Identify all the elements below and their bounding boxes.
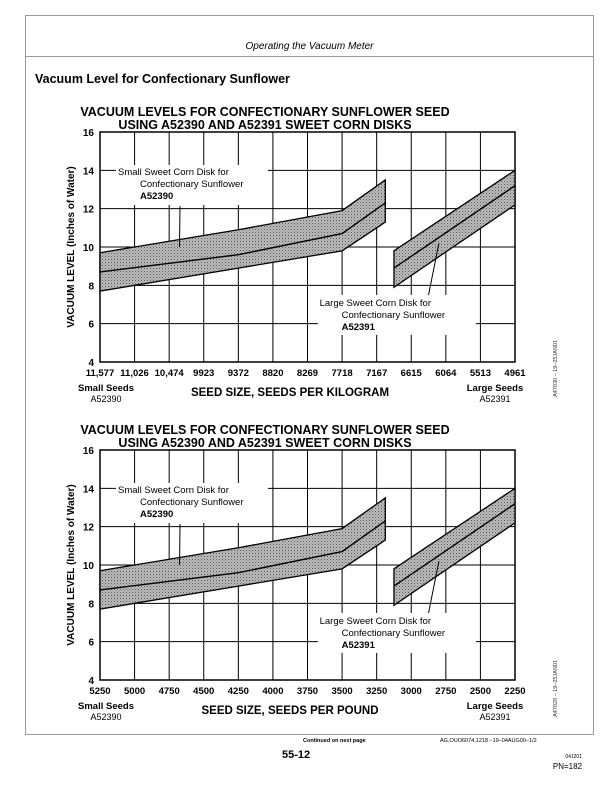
- x-tick-label: 3250: [366, 686, 388, 697]
- x-tick-label: 4500: [193, 686, 215, 697]
- x-axis-title: SEED SIZE, SEEDS PER KILOGRAM: [190, 387, 390, 399]
- x-tick-label: 7167: [366, 368, 388, 379]
- x-tick-label: 3750: [296, 686, 319, 697]
- x-tick-label: 5513: [469, 368, 491, 379]
- chart-svg: [60, 100, 550, 410]
- chart-svg: [60, 418, 550, 728]
- continued-notice: Continued on next page: [303, 738, 366, 744]
- x-tick-label: 5250: [89, 686, 111, 697]
- x-tick-label: 6615: [400, 368, 422, 379]
- x-tick-label: 9372: [227, 368, 249, 379]
- x-tick-label: 11,577: [85, 368, 115, 379]
- x-tick-label: 11,026: [120, 368, 149, 379]
- x-tick-label: 2250: [504, 686, 526, 697]
- x-tick-label: 5000: [124, 686, 146, 697]
- x-tick-label: 9923: [193, 368, 215, 379]
- chart-title: VACUUM LEVELS FOR CONFECTIONARY SUNFLOWER SEED: [80, 105, 450, 119]
- annotation-large-line-2: Confectionary Sunflower: [341, 627, 446, 639]
- annotation-large-line-1: Large Sweet Corn Disk for: [319, 615, 432, 627]
- x-tick-label: 6064: [435, 368, 457, 379]
- small-seeds-label: Small Seeds: [78, 701, 134, 712]
- large-seeds-label: Large Seeds: [466, 701, 524, 712]
- header-title: Operating the Vacuum Meter: [245, 41, 374, 52]
- x-tick-label: 2500: [469, 686, 491, 697]
- series-band-2: [394, 170, 515, 287]
- y-tick-label: 14: [82, 484, 94, 496]
- y-axis-title: VACUUM LEVEL (Inches of Water): [66, 166, 77, 328]
- x-tick-label: 8820: [262, 368, 284, 379]
- y-tick-label: 6: [88, 637, 94, 649]
- document-code: AG,OUO6074,1218 –19–04AUG00–1/2: [440, 738, 537, 744]
- y-tick-label: 12: [82, 204, 94, 216]
- figure-code-2: A47029 – 19–25JAN01: [553, 660, 559, 717]
- chart-pound: [60, 418, 550, 728]
- chart-kilogram: [60, 100, 550, 410]
- annotation-large-line-3: A52391: [341, 321, 375, 333]
- pn-number: PN=182: [552, 762, 582, 771]
- x-tick-label: 3000: [400, 686, 422, 697]
- y-tick-label: 4: [88, 358, 94, 369]
- annotation-small-line-2: Confectionary Sunflower: [140, 179, 244, 190]
- large-seeds-disk: A52391: [479, 712, 511, 722]
- chart-subtitle: USING A52390 AND A52391 SWEET CORN DISKS: [118, 118, 412, 132]
- series-centerline-2: [394, 504, 515, 586]
- annotation-large-line-1: Large Sweet Corn Disk for: [319, 297, 432, 309]
- x-tick-label: 4250: [227, 686, 249, 697]
- annotation-small-line-3: A52390: [140, 509, 174, 520]
- large-seeds-label: Large Seeds: [466, 383, 524, 394]
- annotation-large-line-2: Confectionary Sunflower: [341, 309, 446, 321]
- y-tick-label: 10: [82, 243, 94, 254]
- x-tick-label: 2750: [435, 686, 457, 697]
- annotation-small-line-3: A52390: [140, 191, 174, 202]
- x-axis-title: SEED SIZE, SEEDS PER POUND: [201, 705, 379, 717]
- y-axis-title: VACUUM LEVEL (Inches of Water): [66, 484, 77, 646]
- y-tick-label: 8: [88, 599, 94, 611]
- y-tick-label: 8: [88, 281, 94, 293]
- small-seeds-label: Small Seeds: [78, 383, 134, 394]
- date-code: 041201: [565, 754, 582, 760]
- y-tick-label: 10: [82, 561, 94, 572]
- annotation-small-line-1: Small Sweet Corn Disk for: [118, 485, 229, 496]
- x-tick-label: 3500: [331, 686, 353, 697]
- small-seeds-disk: A52390: [90, 394, 122, 404]
- x-tick-label: 10,474: [154, 368, 184, 379]
- header-rule: [25, 56, 594, 57]
- x-tick-label: 8269: [296, 368, 319, 379]
- annotation-small-line-1: Small Sweet Corn Disk for: [118, 167, 229, 178]
- page-number: 55-12: [282, 749, 311, 761]
- y-tick-label: 6: [88, 319, 94, 331]
- x-tick-label: 4750: [158, 686, 180, 697]
- y-tick-label: 4: [88, 676, 94, 687]
- large-seeds-disk: A52391: [479, 394, 511, 404]
- figure-code-1: A47030 – 19–25JAN01: [553, 340, 559, 397]
- x-tick-label: 4000: [262, 686, 284, 697]
- x-tick-label: 7718: [331, 368, 353, 379]
- y-tick-label: 16: [82, 446, 94, 457]
- annotation-large-line-3: A52391: [341, 639, 375, 651]
- y-tick-label: 14: [82, 166, 94, 178]
- series-centerline-2: [394, 186, 515, 268]
- x-tick-label: 4961: [504, 368, 526, 379]
- section-title: Vacuum Level for Confectionary Sunflower: [35, 72, 290, 86]
- y-tick-label: 12: [82, 522, 94, 534]
- chart-subtitle: USING A52390 AND A52391 SWEET CORN DISKS: [118, 436, 412, 450]
- series-band-2: [394, 488, 515, 605]
- y-tick-label: 16: [82, 128, 94, 139]
- chart-title: VACUUM LEVELS FOR CONFECTIONARY SUNFLOWER SEED: [80, 423, 450, 437]
- small-seeds-disk: A52390: [90, 712, 122, 722]
- annotation-small-line-2: Confectionary Sunflower: [140, 497, 244, 508]
